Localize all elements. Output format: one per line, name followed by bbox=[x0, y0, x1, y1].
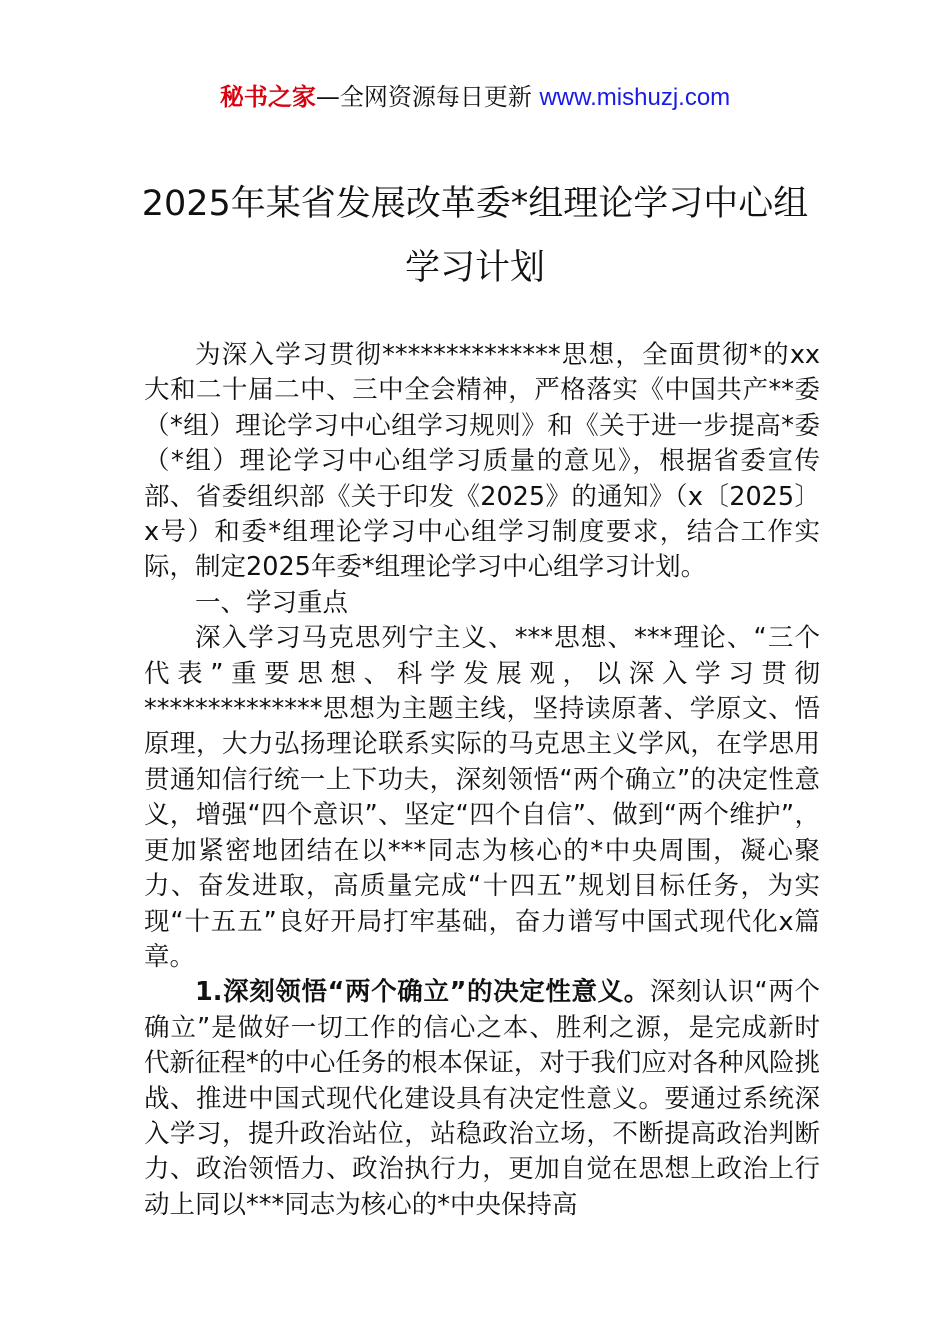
section-heading-study-focus: 一、学习重点 bbox=[195, 587, 349, 618]
item-1-paragraph bbox=[144, 975, 820, 1223]
item-1-lead: 1.深刻领悟“两个确立”的决定性意义。 bbox=[195, 977, 650, 1008]
document-title bbox=[0, 172, 950, 300]
item-1-body: 深刻认识“两个确立”是做好一切工作的信心之本、胜利之源，是完成新时代新征程*的中心任务的根本保证，对于我们应对各种风险挑战、推进中国式现代化建设具有决定性意义。要通过系统深入学习，提升政治站位，站稳政治立场，不断提高政治判断力、政治领悟力、政治执行力，更加自觉在思想上政治上行动上同以***同志为核心的*中央保持高 bbox=[144, 977, 820, 1220]
intro-paragraph: 为深入学习贯彻**************思想，全面贯彻*的xx大和二十届二中、三中全会精神，严格落实《中国共产**委（*组）理论学习中心组学习规则》和《关于进一步提高*委（*组）理论学习中心组学习质量的意见》，根据省委宣传部、省委组织部《关于印发《2025》的通知》（x〔2025〕x号）和委*组理论学习中心组学习制度要求，结合工作实际，制定2025年委*组理论学习中心组学习计划。 bbox=[144, 340, 820, 583]
banner-tagline: —全网资源每日更新 bbox=[315, 83, 540, 111]
brand-name: 秘书之家 bbox=[219, 83, 316, 111]
document-body bbox=[144, 338, 820, 1223]
study-focus-paragraph: 深入学习马克思列宁主义、***思想、***理论、“三个代表”重要思想、科学发展观，以深入学习贯彻**************思想为主题主线，坚持读原著、学原文、悟原理，大力弘扬理论联系实际的马克思主义学风，在学思用贯通知信行统一上下功夫，深刻领悟“两个确立”的决定性意义，增强“四个意识”、坚定“四个自信”、做到“两个维护”，更加紧密地团结在以***同志为核心的*中央周围，凝心聚力、奋发进取，高质量完成“十四五”规划目标任务，为实现“十五五”良好开局打牢基础，奋力谱写中国式现代化x篇章。 bbox=[144, 623, 820, 972]
title-line-1: 2025年某省发展改革委*组理论学习中心组 bbox=[141, 184, 809, 224]
title-line-2: 学习计划 bbox=[404, 248, 545, 288]
site-url-link[interactable]: www.mishuzj.com bbox=[539, 84, 731, 111]
site-banner bbox=[0, 80, 950, 115]
